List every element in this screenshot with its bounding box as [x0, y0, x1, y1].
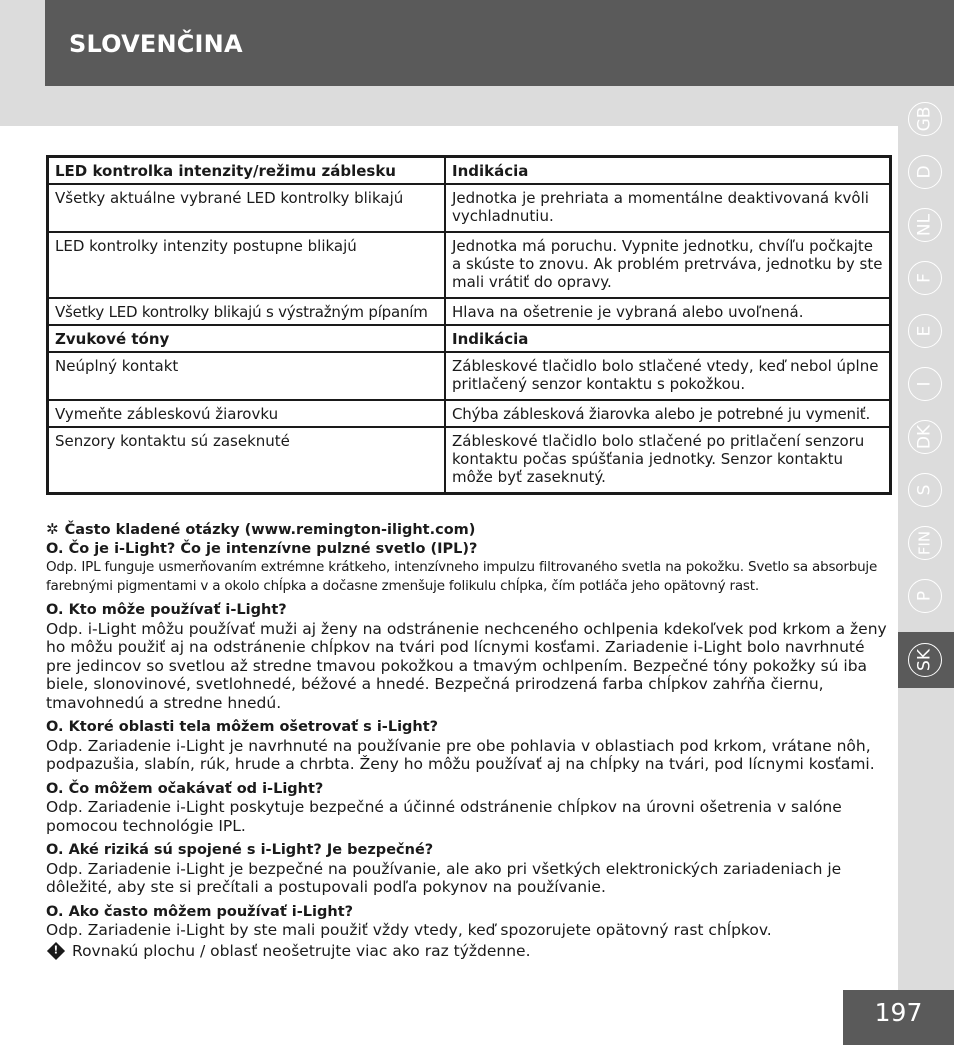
language-label: NL — [914, 213, 935, 237]
language-label: FIN — [915, 530, 934, 556]
faq-question: O. Čo môžem očakávať od i-Light? — [46, 780, 324, 797]
faq-question: O. Čo je i-Light? Čo je intenzívne pulzné svetlo (IPL)? — [46, 540, 478, 557]
table-cell: Hlava na ošetrenie je vybraná alebo uvoľnená. — [445, 298, 891, 325]
page-number-box — [843, 990, 954, 1045]
table-row — [48, 184, 891, 232]
table-cell: Neúplný kontakt — [48, 352, 446, 400]
language-label: I — [914, 381, 935, 387]
language-tab-p[interactable] — [908, 579, 942, 613]
table-row — [48, 298, 891, 325]
faq-question: O. Ako často môžem používať i-Light? — [46, 903, 354, 920]
faq-answer: Odp. IPL funguje usmerňovaním extrémne krátkeho, intenzívneho impulzu filtrovaného svetla na pokožku. Svetlo sa absorbuje farebnými pigmentami v a okolo chĺpka a dočasne zmenšuje folikulu chĺpka, čím potláča jeho opätovný rast. — [46, 559, 878, 594]
language-label: E — [914, 325, 935, 337]
table-cell: Zábleskové tlačidlo bolo stlačené po pritlačení senzoru kontaktu počas spúšťania jednotky. Senzor kontaktu môže byť zaseknutý. — [445, 427, 891, 494]
faq-answer: Odp. Zariadenie i-Light by ste mali použiť vždy vtedy, keď spozorujete opätovný rast chĺpkov. — [46, 921, 772, 939]
faq-answer: Odp. Zariadenie i-Light je navrhnuté na používanie pre obe pohlavia v oblastiach pod krkom, vrátane nôh, podpazušia, slabín, rúk, hrude a chrbta. Ženy ho môžu používať aj na chĺpky na tvári, pod lícnymi kosťami. — [46, 736, 875, 773]
table-cell: Zábleskové tlačidlo bolo stlačené vtedy, keď nebol úplne pritlačený senzor kontaktu s pokožkou. — [445, 352, 891, 400]
table-cell: Senzory kontaktu sú zaseknuté — [48, 427, 446, 494]
table-row — [48, 352, 891, 400]
table-row — [48, 400, 891, 427]
language-label: D — [914, 165, 935, 179]
faq-question: O. Ktoré oblasti tela môžem ošetrovať s i-Light? — [46, 719, 439, 735]
warning-note — [46, 940, 894, 961]
warning-text: Rovnakú plochu / oblasť neošetrujte viac ako raz týždenne. — [72, 941, 531, 960]
faq-heading-text: Často kladené otázky (www.remington-ilight.com) — [64, 522, 476, 538]
faq-answer: Odp. i-Light môžu používať muži aj ženy na odstránenie nechceného ochlpenia kdekoľvek pod krkom a ženy ho môžu použiť aj na odstránenie chĺpkov na tvári pod lícnymi kosťami. Zariadenie i-Light bolo navrhnuté pre jedincov so svetlou až stredne tmavou pokožkou a tmavým ochlpením. Bezpečné tóny pokožky sú iba biele, slonovinové, svetlohnedé, béžové a hnedé. Bezpečná prirodzená farba chĺpkov zahŕňa čiernu, tmavohnedú a stredne hnedú. — [46, 619, 887, 712]
language-tab-e[interactable] — [908, 314, 942, 348]
table-cell: Všetky aktuálne vybrané LED kontrolky blikajú — [48, 184, 446, 232]
title-bar — [45, 0, 954, 86]
language-label: F — [914, 273, 935, 283]
language-tab-s[interactable] — [908, 473, 942, 507]
table-cell: Vymeňte zábleskovú žiarovku — [48, 400, 446, 427]
faq-question: O. Kto môže používať i-Light? — [46, 602, 287, 618]
table-row — [48, 427, 891, 494]
faq-question: O. Aké riziká sú spojené s i-Light? Je bezpečné? — [46, 842, 434, 858]
page-title: SLOVENČINA — [69, 30, 243, 58]
language-tab-f[interactable] — [908, 261, 942, 295]
language-tab-d[interactable] — [908, 155, 942, 189]
table-cell: Jednotka má poruchu. Vypnite jednotku, chvíľu počkajte a skúste to znovu. Ak problém pretrváva, jednotku by ste mali vrátiť do opravy. — [445, 232, 891, 298]
page-number: 197 — [874, 998, 923, 1027]
language-label: GB — [914, 106, 935, 132]
language-tab-sk[interactable] — [908, 643, 942, 677]
faq-section — [46, 520, 894, 960]
led-indication-table — [46, 155, 892, 495]
language-label: DK — [914, 424, 935, 450]
table-header-row — [48, 157, 891, 185]
language-tab-gb[interactable] — [908, 102, 942, 136]
faq-answer: Odp. Zariadenie i-Light je bezpečné na používanie, ale ako pri všetkých elektronických zariadeniach je dôležité, aby ste si prečítali a postupovali podľa pokynov na používanie. — [46, 859, 842, 896]
table-cell: Indikácia — [445, 157, 891, 185]
language-label: P — [914, 590, 935, 602]
sun-icon: ✲ — [46, 520, 59, 538]
table-cell: Všetky LED kontrolky blikajú s výstražným pípaním — [48, 298, 446, 325]
language-tab-dk[interactable] — [908, 420, 942, 454]
warning-icon: ! — [47, 941, 65, 959]
table-header-row — [48, 325, 891, 352]
language-tab-nl[interactable] — [908, 208, 942, 242]
faq-answer: Odp. Zariadenie i-Light poskytuje bezpečné a účinné odstránenie chĺpkov na úrovni ošetrenia v salóne pomocou technológie IPL. — [46, 798, 842, 835]
language-tab-i[interactable] — [908, 367, 942, 401]
table-cell: Jednotka je prehriata a momentálne deaktivovaná kvôli vychladnutiu. — [445, 184, 891, 232]
faq-heading — [46, 520, 894, 540]
table-cell: LED kontrolka intenzity/režimu záblesku — [48, 157, 446, 185]
table-row — [48, 232, 891, 298]
table-cell: LED kontrolky intenzity postupne blikajú — [48, 232, 446, 298]
language-tab-fin[interactable] — [908, 526, 942, 560]
table-cell: Zvukové tóny — [48, 325, 446, 352]
language-label: SK — [914, 649, 935, 671]
table-cell: Chýba záblesková žiarovka alebo je potrebné ju vymeniť. — [445, 400, 891, 427]
language-label: S — [914, 484, 935, 496]
table-cell: Indikácia — [445, 325, 891, 352]
